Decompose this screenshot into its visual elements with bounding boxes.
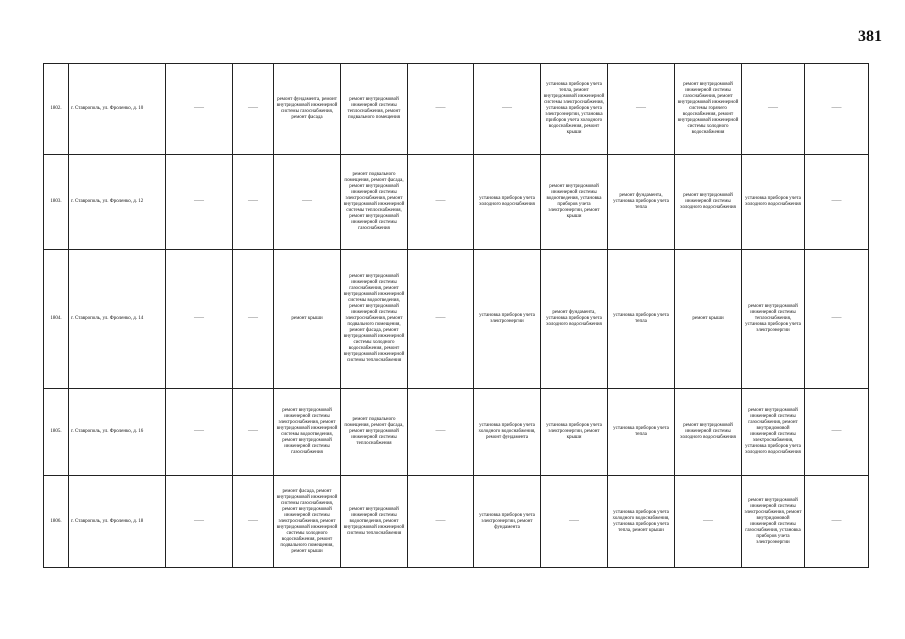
row-number: 1803. [44,155,69,250]
table-cell: ремонт внутридомовой инженерной системы электроснабжения, ремонт внутридомовой инженерной системы газоснабжения, установка приборов учета электроэнергии [742,476,805,568]
table-cell: ремонт внутридомовой инженерной системы теплоснабжения, ремонт подвального помещения [341,64,408,155]
table-cell: —— [805,250,869,389]
table-cell: —— [166,476,233,568]
address-cell: г. Ставрополь, ул. Фроленко, д. 14 [69,250,166,389]
table-cell: —— [233,155,274,250]
table-cell: ремонт внутридомовой инженерной системы водоотведения, ремонт внутридомовой инженерной системы теплоснабжения [341,476,408,568]
repair-schedule-table [43,63,869,568]
row-number: 1806. [44,476,69,568]
table-cell: —— [233,64,274,155]
address-cell: г. Ставрополь, ул. Фроленко, д. 16 [69,389,166,476]
table-cell: установка приборов учета электроэнергии, ремонт фундамента [474,476,541,568]
table-cell: установка приборов учета холодного водоснабжения [474,155,541,250]
row-number: 1802. [44,64,69,155]
table-cell: —— [408,64,474,155]
table-cell: —— [274,155,341,250]
address-cell: г. Ставрополь, ул. Фроленко, д. 12 [69,155,166,250]
table-cell: —— [675,476,742,568]
table-cell: —— [805,64,869,155]
table-row [44,389,869,476]
table-cell: —— [805,476,869,568]
table-cell: ремонт внутридомовой инженерной системы газоснабжения, ремонт внутридомовой инженерной системы водоотведения, ремонт внутридомовой инженерной системы электроснабжения, ремонт подвального помещения, ремонт фасада, ремонт внутридомовой инженерной системы холодного водоснабжения, ремонт внутридомовой инженерной системы теплоснабжения [341,250,408,389]
table-row [44,155,869,250]
table-cell: ремонт внутридомовой инженерной системы холодного водоснабжения [675,155,742,250]
table-cell: —— [233,389,274,476]
table-cell: —— [408,476,474,568]
table-cell: —— [408,389,474,476]
table-cell: ремонт внутридомовой инженерной системы газоснабжения, ремонт внутридомовой инженерной системы электроснабжения, установка приборов учета холодного водоснабжения [742,389,805,476]
table-cell: —— [408,250,474,389]
table-cell: —— [166,250,233,389]
table-cell: —— [233,250,274,389]
table-cell: ремонт фундамента, ремонт внутридомовой инженерной системы газоснабжения, ремонт фасада [274,64,341,155]
table-cell: ремонт фундамента, установка приборов учета холодного водоснабжения [541,250,608,389]
table-cell: —— [608,64,675,155]
table-cell: установка приборов учета тепла [608,250,675,389]
table-cell: установка приборов учета тепла [608,389,675,476]
table-cell: —— [541,476,608,568]
table-cell: установка приборов учета электроэнергии [474,250,541,389]
row-number: 1804. [44,250,69,389]
table-cell: —— [742,64,805,155]
table-cell: —— [166,155,233,250]
table-cell: ремонт фундамента, установка приборов учета тепла [608,155,675,250]
table-cell: ремонт крыши [274,250,341,389]
table-cell: ремонт внутридомовой инженерной системы водоотведения, установка приборов учета электроэнергии, ремонт крыши [541,155,608,250]
table-row [44,64,869,155]
table-cell: —— [233,476,274,568]
table-cell: установка приборов учета холодного водоснабжения, установка приборов учета тепла, ремонт крыши [608,476,675,568]
table-cell: ремонт внутридомовой инженерной системы электроснабжения, ремонт внутридомовой инженерной системы водоотведения, ремонт внутридомовой инженерной системы газоснабжения [274,389,341,476]
table-cell: —— [408,155,474,250]
table-cell: ремонт подвального помещения, ремонт фасада, ремонт внутридомовой инженерной системы электроснабжения, ремонт внутридомовой инженерной системы теплоснабжения, ремонт внутридомовой инженерной системы газоснабжения [341,155,408,250]
table-row [44,250,869,389]
page-number: 381 [858,28,882,45]
table-cell: установка приборов учета холодного водоснабжения [742,155,805,250]
table-cell: ремонт внутридомовой инженерной системы холодного водоснабжения [675,389,742,476]
table-cell: —— [805,155,869,250]
row-number: 1805. [44,389,69,476]
table-cell: —— [166,389,233,476]
table-cell: —— [474,64,541,155]
table-row [44,476,869,568]
address-cell: г. Ставрополь, ул. Фроленко, д. 10 [69,64,166,155]
table-cell: установка приборов учета тепла, ремонт внутридомовой инженерной системы электроснабжения, установка приборов учета электроэнергии, установка приборов учета холодного водоснабжения, ремонт крыши [541,64,608,155]
table-cell: ремонт внутридомовой инженерной системы теплоснабжения, установка приборов учета электроэнергии [742,250,805,389]
table-cell: установка приборов учета электроэнергии, ремонт крыши [541,389,608,476]
table-cell: установка приборов учета холодного водоснабжения, ремонт фундамента [474,389,541,476]
table-cell: —— [805,389,869,476]
table-cell: ремонт внутридомовой инженерной системы газоснабжения, ремонт внутридомовой инженерной системы горячего водоснабжения, ремонт внутридомовой инженерной системы холодного водоснабжения [675,64,742,155]
table-cell: ремонт фасада, ремонт внутридомовой инженерной системы газоснабжения, ремонт внутридомовой инженерной системы электроснабжения, ремонт внутридомовой инженерной системы холодного водоснабжения, ремонт подвального помещения, ремонт крыши [274,476,341,568]
address-cell: г. Ставрополь, ул. Фроленко, д. 18 [69,476,166,568]
table-cell: ремонт подвального помещения, ремонт фасада, ремонт внутридомовой инженерной системы теплоснабжения [341,389,408,476]
table-cell: —— [166,64,233,155]
table-cell: ремонт крыши [675,250,742,389]
